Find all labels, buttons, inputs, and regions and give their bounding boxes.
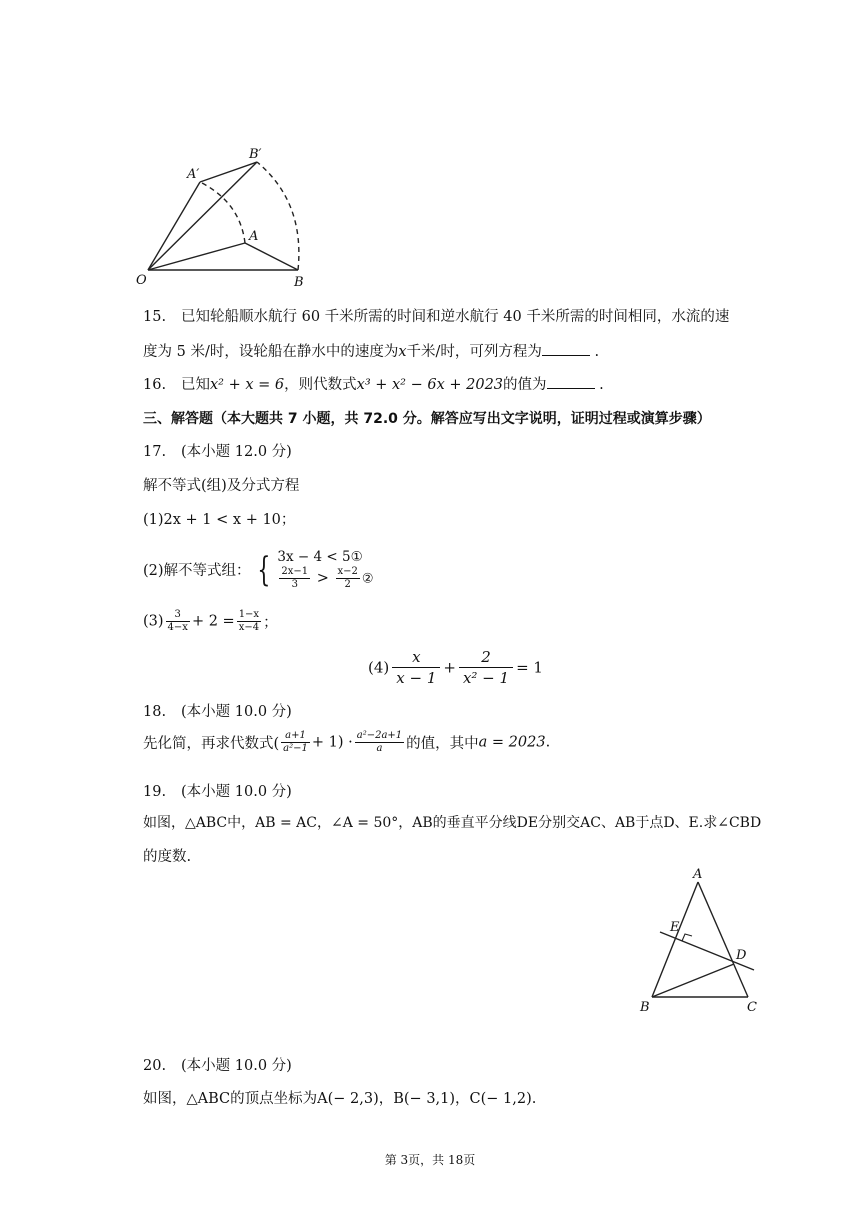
label-D: D bbox=[736, 948, 747, 963]
part3-end: ； bbox=[263, 615, 278, 631]
triangle-figure bbox=[630, 862, 770, 1017]
denominator: x−4 bbox=[238, 622, 260, 633]
q19-line1: 如图，△ABC中，AB = AC，∠A = 50°，AB的垂直平分线DE分别交AC、AB于点D、E.求∠CBD bbox=[143, 815, 762, 831]
q16-line bbox=[143, 373, 604, 394]
page-footer: 第 3页，共 18页 bbox=[384, 1153, 476, 1167]
denominator: 4−x bbox=[167, 622, 188, 633]
q16-post: 的值为 bbox=[503, 377, 547, 393]
denominator: a²−1 bbox=[283, 743, 308, 754]
q17-intro: 解不等式(组)及分式方程 bbox=[143, 478, 300, 494]
section-3-heading: 三、解答题（本大题共 7 小题，共 72.0 分。解答应写出文字说明，证明过程或演算步骤） bbox=[143, 411, 711, 427]
numerator: x bbox=[392, 647, 440, 668]
label-A: A bbox=[693, 867, 703, 882]
q18-end: . bbox=[545, 734, 551, 751]
q17-part2 bbox=[143, 548, 374, 591]
right-angle-mark bbox=[682, 934, 692, 941]
numerator: a²−2a+1 bbox=[356, 730, 403, 741]
q17-system-line1: 3x − 4 < 5① bbox=[277, 549, 363, 565]
frac bbox=[281, 730, 310, 755]
q19-score: (本小题 10.0 分) bbox=[181, 784, 292, 800]
q17-system-brace: { bbox=[257, 549, 271, 590]
label-A-prime: A′ bbox=[187, 167, 200, 182]
q17-header bbox=[143, 440, 292, 461]
part4-label: (4) bbox=[368, 658, 390, 677]
q15-text2b: 千米/时，可列方程为 bbox=[406, 344, 542, 360]
q15-line1 bbox=[143, 305, 729, 326]
segment-AB bbox=[245, 243, 298, 270]
numerator: 1−x bbox=[238, 609, 260, 620]
q18-header bbox=[143, 700, 292, 721]
segment-AB bbox=[652, 882, 698, 997]
q16-eq: x² + x = 6 bbox=[210, 377, 285, 393]
label-B-prime: B′ bbox=[249, 147, 262, 162]
frac bbox=[336, 566, 360, 591]
label-E: E bbox=[670, 920, 680, 935]
q17-number: 17. bbox=[143, 444, 167, 460]
numerator: 2 bbox=[459, 647, 513, 668]
label-B: B bbox=[640, 1000, 650, 1015]
q18-body bbox=[143, 730, 550, 755]
q15-end: . bbox=[589, 344, 600, 360]
q17-part4 bbox=[368, 647, 543, 688]
q17-part1: (1)2x + 1 < x + 10； bbox=[143, 512, 296, 528]
q18-mid: + 1) · bbox=[311, 734, 353, 751]
q19-number: 19. bbox=[143, 784, 167, 800]
q20-line1: 如图，△ABC的顶点坐标为A(− 2,3)，B(− 3,1)，C(− 1,2). bbox=[143, 1091, 537, 1107]
frac bbox=[392, 647, 440, 688]
label-C: C bbox=[747, 1000, 757, 1015]
segment-OB-prime bbox=[148, 162, 257, 270]
q20-score: (本小题 10.0 分) bbox=[181, 1058, 292, 1074]
denominator: a bbox=[376, 743, 383, 754]
q16-expr: x³ + x² − 6x + 2023 bbox=[356, 377, 504, 393]
frac bbox=[355, 730, 404, 755]
q16-number: 16. bbox=[143, 377, 167, 393]
q18-pre: 先化简，再求代数式( bbox=[143, 736, 280, 752]
numerator: x−2 bbox=[337, 566, 358, 577]
part4-end: = 1 bbox=[516, 658, 543, 677]
q15-answer-blank[interactable] bbox=[542, 343, 590, 356]
denominator: x² − 1 bbox=[462, 669, 510, 687]
part3-mid: + 2 = bbox=[191, 613, 235, 630]
denominator: x − 1 bbox=[396, 669, 437, 687]
denominator: 3 bbox=[291, 579, 298, 590]
q16-end: . bbox=[594, 377, 604, 393]
numerator: a+1 bbox=[281, 730, 310, 743]
frac bbox=[459, 647, 513, 688]
q19-header bbox=[143, 780, 292, 801]
q15-var: x bbox=[398, 344, 407, 360]
q17-system bbox=[277, 548, 373, 591]
q20-header bbox=[143, 1054, 292, 1075]
mark: ② bbox=[361, 571, 374, 587]
q16-answer-blank[interactable] bbox=[547, 376, 595, 389]
plus: + bbox=[443, 658, 456, 677]
q15-number: 15. bbox=[143, 309, 167, 325]
part3-label: (3) bbox=[143, 613, 164, 630]
q15-text1: 已知轮船顺水航行 60 千米所需的时间和逆水航行 40 千米所需的时间相同，水流的速 bbox=[181, 309, 730, 325]
segment-AC bbox=[698, 882, 748, 997]
q17-part2-label: (2)解不等式组： bbox=[143, 563, 251, 579]
segment-BD bbox=[652, 964, 734, 997]
rotation-figure bbox=[130, 140, 330, 295]
q18-cond: a = 2023 bbox=[478, 734, 546, 751]
label-A: A bbox=[249, 229, 259, 244]
q17-score: (本小题 12.0 分) bbox=[181, 444, 292, 460]
numerator: 2x−1 bbox=[281, 566, 309, 577]
q16-mid: ，则代数式 bbox=[284, 377, 357, 393]
segment-A-prime-B-prime bbox=[200, 162, 257, 182]
label-O: O bbox=[136, 273, 147, 288]
q16-pre: 已知 bbox=[181, 377, 210, 393]
frac bbox=[279, 566, 310, 591]
arc-B-to-B-prime bbox=[257, 162, 299, 270]
q17-system-line2 bbox=[277, 566, 373, 591]
label-B: B bbox=[294, 275, 304, 290]
q20-number: 20. bbox=[143, 1058, 167, 1074]
q17-part3 bbox=[143, 609, 278, 634]
denominator: 2 bbox=[344, 579, 351, 590]
frac bbox=[166, 609, 190, 634]
q15-line2 bbox=[143, 340, 599, 361]
q18-score: (本小题 10.0 分) bbox=[181, 704, 292, 720]
q18-post: 的值，其中 bbox=[406, 736, 479, 752]
frac bbox=[237, 609, 261, 634]
q19-line2: 的度数. bbox=[143, 849, 192, 865]
numerator: 3 bbox=[166, 609, 190, 622]
q15-text2a: 度为 5 米/时，设轮船在静水中的速度为 bbox=[143, 344, 399, 360]
q18-number: 18. bbox=[143, 704, 167, 720]
operator: > bbox=[316, 570, 329, 587]
